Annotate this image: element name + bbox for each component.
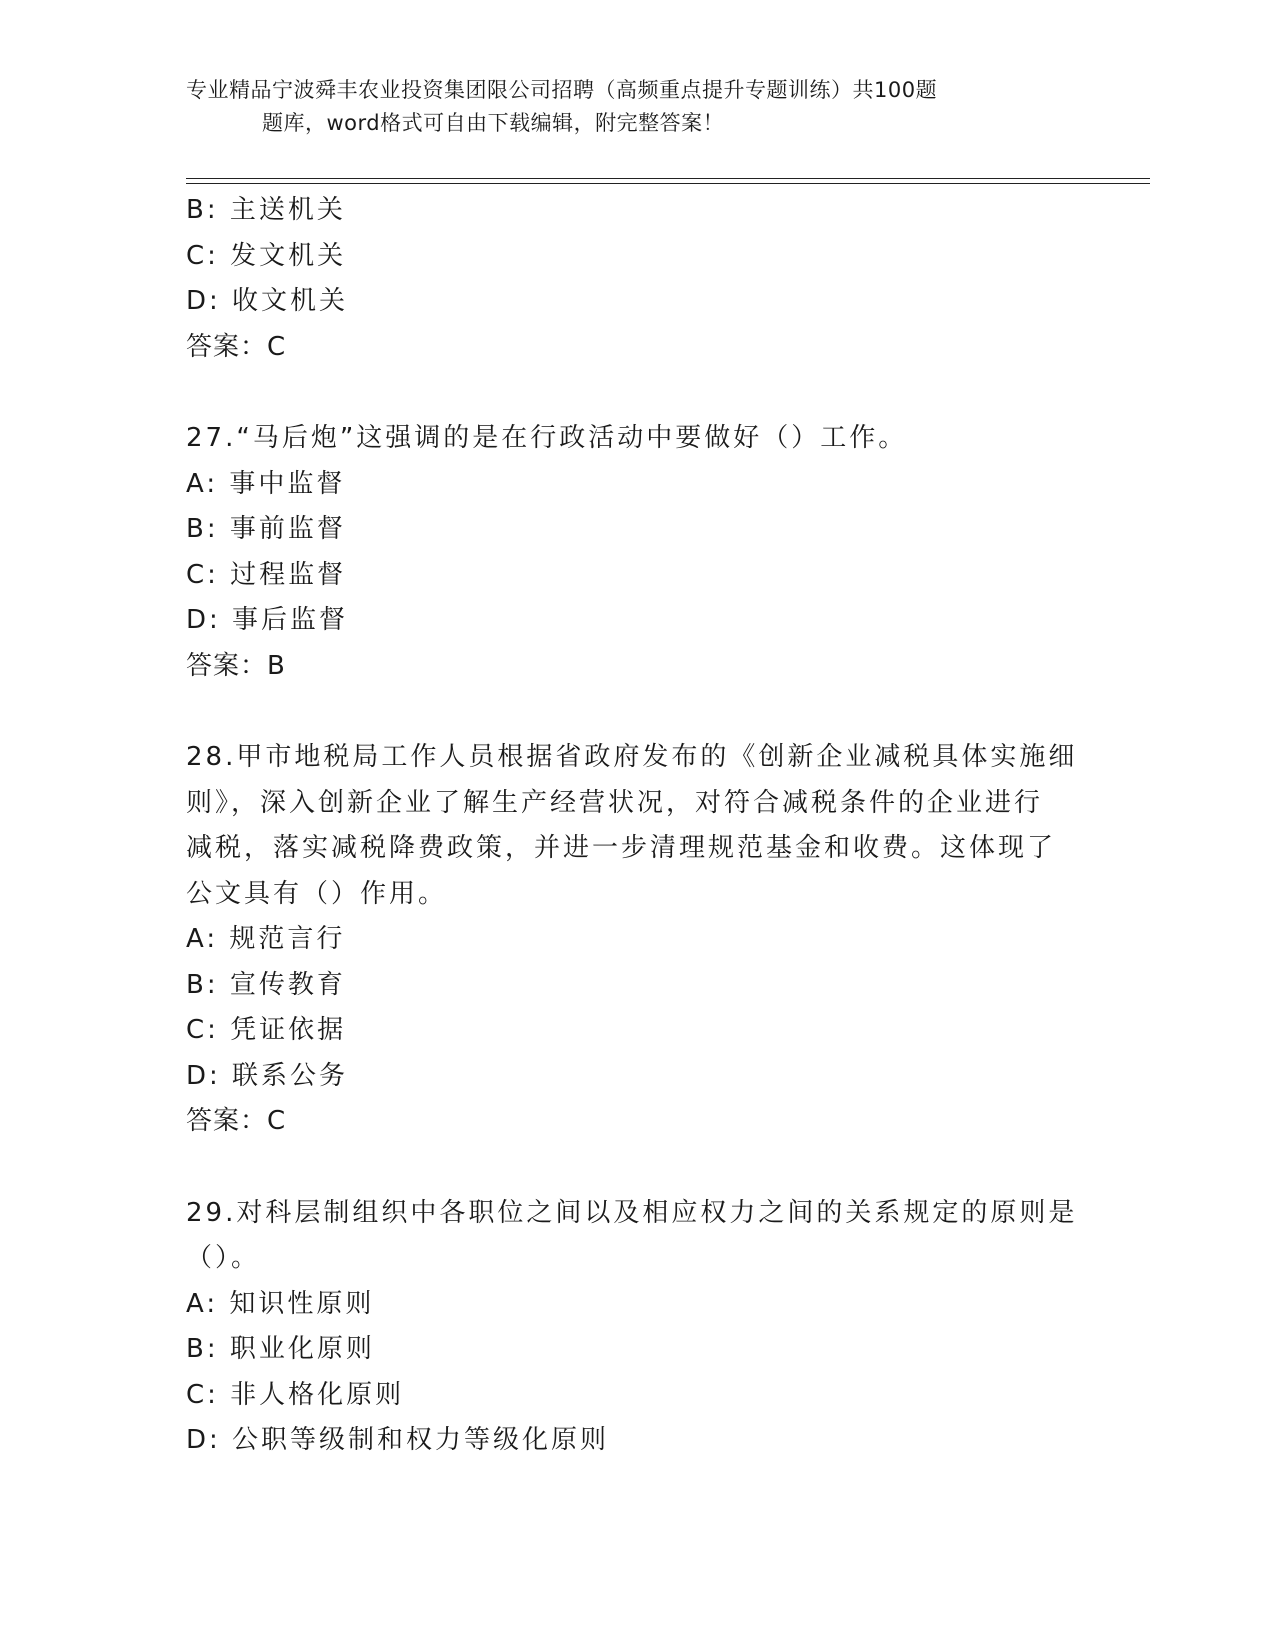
question-stem-line: 29.对科层制组织中各职位之间以及相应权力之间的关系规定的原则是 — [186, 1197, 1078, 1228]
option-b: B: 宣传教育 — [186, 969, 346, 1000]
header-divider-bottom — [186, 183, 1150, 184]
answer: 答案：C — [186, 1106, 287, 1136]
header-divider-top — [186, 178, 1150, 179]
option-d: D: 事后监督 — [186, 605, 349, 635]
option-c: C: 凭证依据 — [186, 1015, 347, 1045]
question-content — [186, 188, 1086, 1464]
option-c: C: 非人格化原则 — [186, 1379, 405, 1410]
question-stem-line: （）。 — [186, 1243, 261, 1273]
option-b: B: 事前监督 — [186, 514, 346, 544]
question-stem: 27.“马后炮”这强调的是在行政活动中要做好（）工作。 — [186, 423, 908, 453]
answer: 答案：B — [186, 650, 286, 681]
option-a: A: 规范言行 — [186, 924, 346, 954]
option-d: D: 公职等级制和权力等级化原则 — [186, 1425, 610, 1455]
question-stem-line: 28.甲市地税局工作人员根据省政府发布的《创新企业减税具体实施细 — [186, 742, 1078, 772]
header-line-1: 专业精品宁波舜丰农业投资集团限公司招聘（高频重点提升专题训练）共100题 — [186, 78, 938, 102]
answer: 答案：C — [186, 331, 287, 362]
question-stem-line: 则》，深入创新企业了解生产经营状况，对符合减税条件的企业进行 — [186, 787, 1044, 818]
option-c: C: 过程监督 — [186, 559, 347, 590]
option-d: D: 收文机关 — [186, 286, 349, 316]
document-header — [186, 74, 1066, 140]
question-28 — [186, 735, 1086, 1145]
question-stem-line: 公文具有（）作用。 — [186, 878, 448, 909]
question-27 — [186, 416, 1086, 689]
question-stem-line: 减税，落实减税降费政策，并进一步清理规范基金和收费。这体现了 — [186, 833, 1057, 863]
option-c: C: 发文机关 — [186, 240, 347, 271]
option-b: B: 主送机关 — [186, 195, 346, 225]
previous-question-tail — [186, 188, 1086, 370]
option-d: D: 联系公务 — [186, 1060, 349, 1091]
option-a: A: 事中监督 — [186, 468, 346, 499]
option-a: A: 知识性原则 — [186, 1288, 375, 1319]
header-line-2: 题库，word格式可自由下载编辑，附完整答案！ — [262, 111, 725, 135]
question-29 — [186, 1191, 1086, 1464]
option-b: B: 职业化原则 — [186, 1334, 375, 1364]
